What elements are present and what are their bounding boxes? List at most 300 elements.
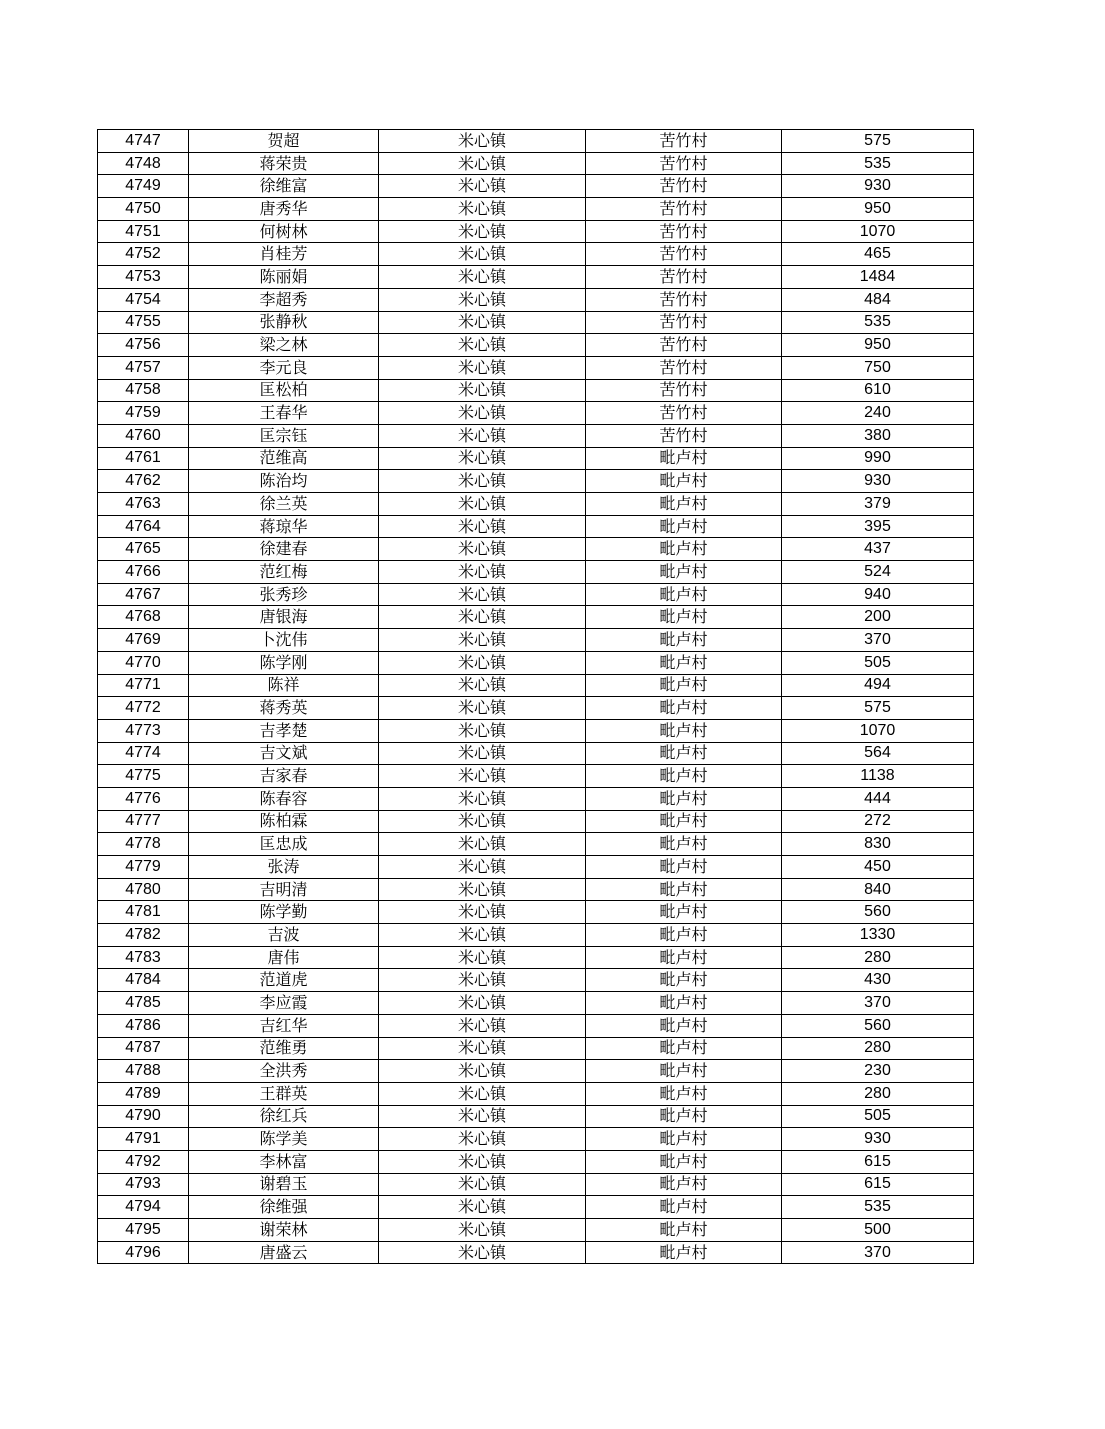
town-cell: 米心镇 [379, 833, 586, 856]
town-cell: 米心镇 [379, 651, 586, 674]
table-row [98, 1150, 974, 1173]
town-cell: 米心镇 [379, 152, 586, 175]
person-name-cell: 吉波 [189, 924, 379, 947]
amount-cell: 930 [782, 175, 974, 198]
roster-table [97, 129, 974, 1264]
table-row [98, 1060, 974, 1083]
table-row [98, 243, 974, 266]
village-cell: 毗卢村 [586, 946, 782, 969]
serial-number-cell: 4785 [98, 992, 189, 1015]
serial-number-cell: 4767 [98, 583, 189, 606]
amount-cell: 395 [782, 515, 974, 538]
village-cell: 毗卢村 [586, 1014, 782, 1037]
village-cell: 苦竹村 [586, 175, 782, 198]
village-cell: 毗卢村 [586, 561, 782, 584]
town-cell: 米心镇 [379, 992, 586, 1015]
village-cell: 毗卢村 [586, 606, 782, 629]
table-row [98, 992, 974, 1015]
table-row [98, 742, 974, 765]
town-cell: 米心镇 [379, 924, 586, 947]
village-cell: 毗卢村 [586, 1105, 782, 1128]
village-cell: 毗卢村 [586, 515, 782, 538]
person-name-cell: 陈学美 [189, 1128, 379, 1151]
person-name-cell: 范红梅 [189, 561, 379, 584]
amount-cell: 380 [782, 424, 974, 447]
person-name-cell: 梁之林 [189, 334, 379, 357]
person-name-cell: 唐盛云 [189, 1241, 379, 1264]
person-name-cell: 范道虎 [189, 969, 379, 992]
person-name-cell: 徐兰英 [189, 493, 379, 516]
town-cell: 米心镇 [379, 606, 586, 629]
serial-number-cell: 4796 [98, 1241, 189, 1264]
serial-number-cell: 4747 [98, 130, 189, 153]
person-name-cell: 陈柏霖 [189, 810, 379, 833]
amount-cell: 450 [782, 856, 974, 879]
village-cell: 苦竹村 [586, 379, 782, 402]
table-row [98, 878, 974, 901]
village-cell: 毗卢村 [586, 787, 782, 810]
town-cell: 米心镇 [379, 878, 586, 901]
village-cell: 苦竹村 [586, 130, 782, 153]
amount-cell: 500 [782, 1219, 974, 1242]
serial-number-cell: 4780 [98, 878, 189, 901]
amount-cell: 615 [782, 1150, 974, 1173]
village-cell: 苦竹村 [586, 266, 782, 289]
amount-cell: 940 [782, 583, 974, 606]
table-row [98, 810, 974, 833]
table-row [98, 152, 974, 175]
town-cell: 米心镇 [379, 561, 586, 584]
amount-cell: 535 [782, 311, 974, 334]
village-cell: 毗卢村 [586, 674, 782, 697]
person-name-cell: 陈学勤 [189, 901, 379, 924]
village-cell: 毗卢村 [586, 969, 782, 992]
person-name-cell: 吉孝楚 [189, 719, 379, 742]
roster-table-body [98, 130, 974, 1264]
person-name-cell: 李超秀 [189, 288, 379, 311]
serial-number-cell: 4750 [98, 198, 189, 221]
serial-number-cell: 4758 [98, 379, 189, 402]
village-cell: 毗卢村 [586, 856, 782, 879]
serial-number-cell: 4793 [98, 1173, 189, 1196]
amount-cell: 535 [782, 152, 974, 175]
amount-cell: 505 [782, 1105, 974, 1128]
amount-cell: 280 [782, 946, 974, 969]
person-name-cell: 李元良 [189, 356, 379, 379]
person-name-cell: 徐红兵 [189, 1105, 379, 1128]
village-cell: 毗卢村 [586, 697, 782, 720]
person-name-cell: 徐维富 [189, 175, 379, 198]
amount-cell: 280 [782, 1082, 974, 1105]
table-row [98, 402, 974, 425]
village-cell: 毗卢村 [586, 493, 782, 516]
town-cell: 米心镇 [379, 583, 586, 606]
town-cell: 米心镇 [379, 470, 586, 493]
person-name-cell: 范维高 [189, 447, 379, 470]
table-row [98, 1014, 974, 1037]
amount-cell: 230 [782, 1060, 974, 1083]
amount-cell: 444 [782, 787, 974, 810]
town-cell: 米心镇 [379, 288, 586, 311]
table-row [98, 856, 974, 879]
person-name-cell: 唐伟 [189, 946, 379, 969]
person-name-cell: 吉红华 [189, 1014, 379, 1037]
town-cell: 米心镇 [379, 719, 586, 742]
person-name-cell: 陈春容 [189, 787, 379, 810]
town-cell: 米心镇 [379, 674, 586, 697]
serial-number-cell: 4786 [98, 1014, 189, 1037]
table-row [98, 538, 974, 561]
village-cell: 苦竹村 [586, 334, 782, 357]
person-name-cell: 谢碧玉 [189, 1173, 379, 1196]
person-name-cell: 陈祥 [189, 674, 379, 697]
village-cell: 毗卢村 [586, 1037, 782, 1060]
serial-number-cell: 4791 [98, 1128, 189, 1151]
amount-cell: 524 [782, 561, 974, 584]
serial-number-cell: 4778 [98, 833, 189, 856]
amount-cell: 494 [782, 674, 974, 697]
town-cell: 米心镇 [379, 334, 586, 357]
table-row [98, 175, 974, 198]
person-name-cell: 李应霞 [189, 992, 379, 1015]
amount-cell: 930 [782, 1128, 974, 1151]
amount-cell: 535 [782, 1196, 974, 1219]
serial-number-cell: 4790 [98, 1105, 189, 1128]
person-name-cell: 陈丽娟 [189, 266, 379, 289]
village-cell: 毗卢村 [586, 833, 782, 856]
serial-number-cell: 4760 [98, 424, 189, 447]
village-cell: 苦竹村 [586, 424, 782, 447]
serial-number-cell: 4795 [98, 1219, 189, 1242]
serial-number-cell: 4765 [98, 538, 189, 561]
serial-number-cell: 4749 [98, 175, 189, 198]
table-row [98, 719, 974, 742]
person-name-cell: 何树林 [189, 220, 379, 243]
amount-cell: 1330 [782, 924, 974, 947]
amount-cell: 840 [782, 878, 974, 901]
person-name-cell: 张静秋 [189, 311, 379, 334]
table-row [98, 1173, 974, 1196]
person-name-cell: 陈学刚 [189, 651, 379, 674]
amount-cell: 610 [782, 379, 974, 402]
table-row [98, 1082, 974, 1105]
amount-cell: 484 [782, 288, 974, 311]
village-cell: 毗卢村 [586, 629, 782, 652]
serial-number-cell: 4774 [98, 742, 189, 765]
table-row [98, 1037, 974, 1060]
town-cell: 米心镇 [379, 243, 586, 266]
serial-number-cell: 4751 [98, 220, 189, 243]
person-name-cell: 全洪秀 [189, 1060, 379, 1083]
amount-cell: 200 [782, 606, 974, 629]
person-name-cell: 徐建春 [189, 538, 379, 561]
person-name-cell: 卜沈伟 [189, 629, 379, 652]
town-cell: 米心镇 [379, 787, 586, 810]
town-cell: 米心镇 [379, 198, 586, 221]
table-row [98, 1128, 974, 1151]
town-cell: 米心镇 [379, 697, 586, 720]
village-cell: 毗卢村 [586, 538, 782, 561]
person-name-cell: 蒋荣贵 [189, 152, 379, 175]
table-row [98, 493, 974, 516]
person-name-cell: 范维勇 [189, 1037, 379, 1060]
town-cell: 米心镇 [379, 1037, 586, 1060]
amount-cell: 1138 [782, 765, 974, 788]
serial-number-cell: 4784 [98, 969, 189, 992]
table-row [98, 946, 974, 969]
amount-cell: 560 [782, 901, 974, 924]
town-cell: 米心镇 [379, 538, 586, 561]
table-row [98, 424, 974, 447]
serial-number-cell: 4757 [98, 356, 189, 379]
village-cell: 毗卢村 [586, 742, 782, 765]
amount-cell: 379 [782, 493, 974, 516]
town-cell: 米心镇 [379, 1241, 586, 1264]
table-row [98, 266, 974, 289]
town-cell: 米心镇 [379, 629, 586, 652]
person-name-cell: 张秀珍 [189, 583, 379, 606]
table-row [98, 198, 974, 221]
village-cell: 苦竹村 [586, 198, 782, 221]
serial-number-cell: 4792 [98, 1150, 189, 1173]
town-cell: 米心镇 [379, 1060, 586, 1083]
serial-number-cell: 4788 [98, 1060, 189, 1083]
table-row [98, 697, 974, 720]
amount-cell: 615 [782, 1173, 974, 1196]
amount-cell: 930 [782, 470, 974, 493]
town-cell: 米心镇 [379, 1128, 586, 1151]
table-row [98, 220, 974, 243]
amount-cell: 370 [782, 1241, 974, 1264]
table-row [98, 606, 974, 629]
serial-number-cell: 4782 [98, 924, 189, 947]
serial-number-cell: 4762 [98, 470, 189, 493]
serial-number-cell: 4777 [98, 810, 189, 833]
village-cell: 毗卢村 [586, 1173, 782, 1196]
town-cell: 米心镇 [379, 266, 586, 289]
serial-number-cell: 4752 [98, 243, 189, 266]
serial-number-cell: 4759 [98, 402, 189, 425]
town-cell: 米心镇 [379, 810, 586, 833]
village-cell: 毗卢村 [586, 810, 782, 833]
table-row [98, 334, 974, 357]
town-cell: 米心镇 [379, 1173, 586, 1196]
person-name-cell: 吉家春 [189, 765, 379, 788]
town-cell: 米心镇 [379, 969, 586, 992]
village-cell: 苦竹村 [586, 402, 782, 425]
town-cell: 米心镇 [379, 130, 586, 153]
village-cell: 苦竹村 [586, 220, 782, 243]
serial-number-cell: 4766 [98, 561, 189, 584]
town-cell: 米心镇 [379, 1196, 586, 1219]
town-cell: 米心镇 [379, 765, 586, 788]
town-cell: 米心镇 [379, 311, 586, 334]
serial-number-cell: 4763 [98, 493, 189, 516]
serial-number-cell: 4764 [98, 515, 189, 538]
village-cell: 毗卢村 [586, 651, 782, 674]
table-row [98, 833, 974, 856]
serial-number-cell: 4783 [98, 946, 189, 969]
person-name-cell: 肖桂芳 [189, 243, 379, 266]
serial-number-cell: 4794 [98, 1196, 189, 1219]
serial-number-cell: 4787 [98, 1037, 189, 1060]
serial-number-cell: 4779 [98, 856, 189, 879]
serial-number-cell: 4755 [98, 311, 189, 334]
table-row [98, 901, 974, 924]
serial-number-cell: 4770 [98, 651, 189, 674]
village-cell: 毗卢村 [586, 1241, 782, 1264]
person-name-cell: 唐银海 [189, 606, 379, 629]
table-row [98, 1105, 974, 1128]
town-cell: 米心镇 [379, 1082, 586, 1105]
amount-cell: 950 [782, 334, 974, 357]
serial-number-cell: 4753 [98, 266, 189, 289]
town-cell: 米心镇 [379, 946, 586, 969]
table-row [98, 379, 974, 402]
person-name-cell: 匡宗钰 [189, 424, 379, 447]
village-cell: 毗卢村 [586, 1150, 782, 1173]
table-row [98, 787, 974, 810]
village-cell: 苦竹村 [586, 311, 782, 334]
person-name-cell: 唐秀华 [189, 198, 379, 221]
village-cell: 毗卢村 [586, 924, 782, 947]
person-name-cell: 张涛 [189, 856, 379, 879]
village-cell: 毗卢村 [586, 992, 782, 1015]
serial-number-cell: 4754 [98, 288, 189, 311]
serial-number-cell: 4748 [98, 152, 189, 175]
village-cell: 苦竹村 [586, 288, 782, 311]
table-row [98, 470, 974, 493]
town-cell: 米心镇 [379, 856, 586, 879]
village-cell: 毗卢村 [586, 583, 782, 606]
village-cell: 毗卢村 [586, 1060, 782, 1083]
amount-cell: 1070 [782, 220, 974, 243]
amount-cell: 990 [782, 447, 974, 470]
amount-cell: 1484 [782, 266, 974, 289]
serial-number-cell: 4772 [98, 697, 189, 720]
serial-number-cell: 4756 [98, 334, 189, 357]
village-cell: 毗卢村 [586, 470, 782, 493]
person-name-cell: 陈治均 [189, 470, 379, 493]
table-row [98, 515, 974, 538]
town-cell: 米心镇 [379, 447, 586, 470]
table-row [98, 561, 974, 584]
table-row [98, 130, 974, 153]
serial-number-cell: 4771 [98, 674, 189, 697]
amount-cell: 370 [782, 629, 974, 652]
table-row [98, 311, 974, 334]
serial-number-cell: 4769 [98, 629, 189, 652]
table-row [98, 651, 974, 674]
amount-cell: 564 [782, 742, 974, 765]
person-name-cell: 王春华 [189, 402, 379, 425]
village-cell: 毗卢村 [586, 765, 782, 788]
town-cell: 米心镇 [379, 1219, 586, 1242]
serial-number-cell: 4768 [98, 606, 189, 629]
town-cell: 米心镇 [379, 1105, 586, 1128]
amount-cell: 437 [782, 538, 974, 561]
village-cell: 毗卢村 [586, 878, 782, 901]
serial-number-cell: 4781 [98, 901, 189, 924]
amount-cell: 240 [782, 402, 974, 425]
amount-cell: 575 [782, 130, 974, 153]
person-name-cell: 吉文斌 [189, 742, 379, 765]
table-row [98, 583, 974, 606]
serial-number-cell: 4775 [98, 765, 189, 788]
table-row [98, 969, 974, 992]
village-cell: 毗卢村 [586, 1219, 782, 1242]
person-name-cell: 匡松柏 [189, 379, 379, 402]
town-cell: 米心镇 [379, 742, 586, 765]
village-cell: 苦竹村 [586, 243, 782, 266]
table-row [98, 629, 974, 652]
amount-cell: 560 [782, 1014, 974, 1037]
town-cell: 米心镇 [379, 1014, 586, 1037]
person-name-cell: 蒋琼华 [189, 515, 379, 538]
amount-cell: 370 [782, 992, 974, 1015]
amount-cell: 430 [782, 969, 974, 992]
village-cell: 毗卢村 [586, 1128, 782, 1151]
table-row [98, 765, 974, 788]
town-cell: 米心镇 [379, 1150, 586, 1173]
table-row [98, 1196, 974, 1219]
table-row [98, 1241, 974, 1264]
person-name-cell: 李林富 [189, 1150, 379, 1173]
table-row [98, 1219, 974, 1242]
town-cell: 米心镇 [379, 493, 586, 516]
amount-cell: 575 [782, 697, 974, 720]
town-cell: 米心镇 [379, 901, 586, 924]
amount-cell: 505 [782, 651, 974, 674]
amount-cell: 280 [782, 1037, 974, 1060]
serial-number-cell: 4761 [98, 447, 189, 470]
village-cell: 毗卢村 [586, 1082, 782, 1105]
town-cell: 米心镇 [379, 379, 586, 402]
amount-cell: 272 [782, 810, 974, 833]
table-row [98, 288, 974, 311]
town-cell: 米心镇 [379, 402, 586, 425]
person-name-cell: 谢荣林 [189, 1219, 379, 1242]
town-cell: 米心镇 [379, 424, 586, 447]
village-cell: 毗卢村 [586, 719, 782, 742]
table-row [98, 924, 974, 947]
amount-cell: 1070 [782, 719, 974, 742]
village-cell: 毗卢村 [586, 901, 782, 924]
town-cell: 米心镇 [379, 515, 586, 538]
village-cell: 毗卢村 [586, 1196, 782, 1219]
person-name-cell: 王群英 [189, 1082, 379, 1105]
serial-number-cell: 4773 [98, 719, 189, 742]
person-name-cell: 蒋秀英 [189, 697, 379, 720]
table-row [98, 356, 974, 379]
person-name-cell: 匡忠成 [189, 833, 379, 856]
town-cell: 米心镇 [379, 175, 586, 198]
table-row [98, 447, 974, 470]
town-cell: 米心镇 [379, 356, 586, 379]
serial-number-cell: 4776 [98, 787, 189, 810]
amount-cell: 465 [782, 243, 974, 266]
person-name-cell: 吉明清 [189, 878, 379, 901]
amount-cell: 750 [782, 356, 974, 379]
serial-number-cell: 4789 [98, 1082, 189, 1105]
person-name-cell: 贺超 [189, 130, 379, 153]
amount-cell: 830 [782, 833, 974, 856]
village-cell: 苦竹村 [586, 356, 782, 379]
village-cell: 毗卢村 [586, 447, 782, 470]
amount-cell: 950 [782, 198, 974, 221]
table-row [98, 674, 974, 697]
town-cell: 米心镇 [379, 220, 586, 243]
